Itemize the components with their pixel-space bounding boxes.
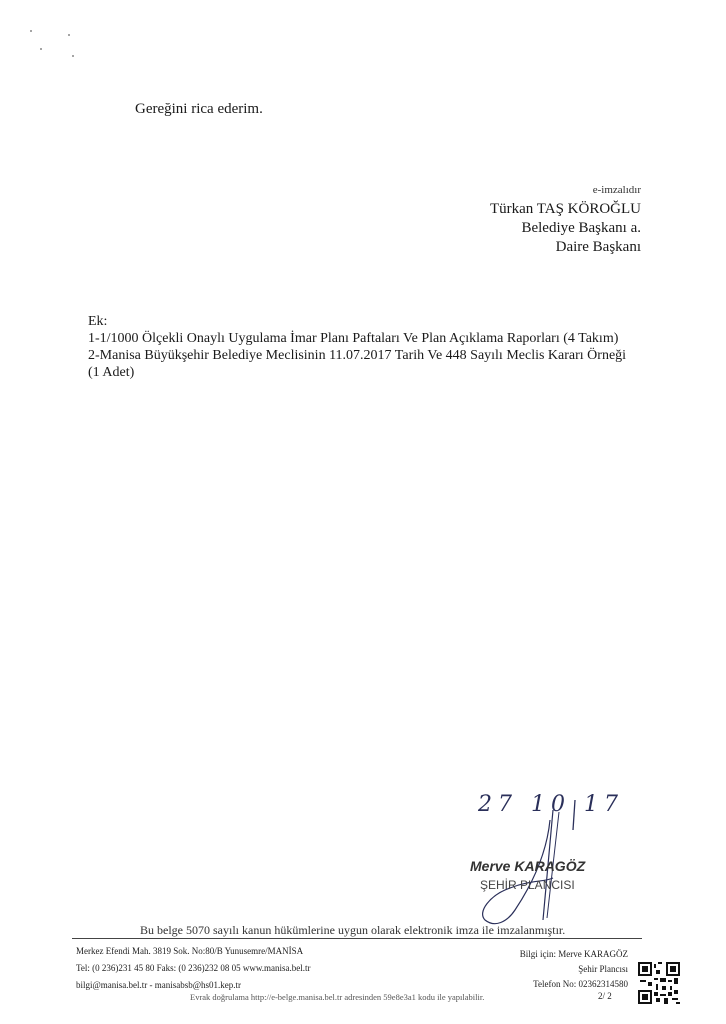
footer-divider xyxy=(72,938,642,939)
signature-block xyxy=(490,184,641,257)
info-label: Bilgi için: Merve KARAGÖZ xyxy=(519,949,628,959)
stamp-name: Merve KARAGÖZ xyxy=(470,858,586,874)
signer-title-1: Belediye Başkanı a. xyxy=(521,220,641,236)
footer-phone: Tel: (0 236)231 45 80 Faks: (0 236)232 08 05 www.manisa.bel.tr xyxy=(76,963,311,973)
attachment-item: 1-1/1000 Ölçekli Onaylı Uygulama İmar Planı Paftaları Ve Plan Açıklama Raporları (4 Takım) xyxy=(88,331,619,346)
scan-speck xyxy=(72,55,74,57)
attachments xyxy=(88,313,688,381)
info-title: Şehir Plancısı xyxy=(578,964,628,974)
attachments-heading: Ek: xyxy=(88,314,108,329)
signer-name: Türkan TAŞ KÖROĞLU xyxy=(489,201,641,217)
scan-speck xyxy=(40,48,42,50)
attachment-item: 2-Manisa Büyükşehir Belediye Meclisinin 11.07.2017 Tarih Ve 448 Sayılı Meclis Kararı Örneği xyxy=(88,348,627,363)
stamp-title: ŞEHİR PLANCISI xyxy=(480,878,575,892)
esign-note: Bu belge 5070 sayılı kanun hükümlerine uygun olarak elektronik imza ile imzalanmıştır. xyxy=(140,923,566,937)
scan-speck xyxy=(30,30,32,32)
info-phone: Telefon No: 02362314580 xyxy=(533,979,628,989)
footer-contact xyxy=(76,943,311,994)
scan-speck xyxy=(68,34,70,36)
footer-address: Merkez Efendi Mah. 3819 Sok. No:80/B Yunusemre/MANİSA xyxy=(76,946,304,956)
qr-code-icon xyxy=(638,962,680,1004)
esign-label: e-imzalıdır xyxy=(592,184,641,196)
attachment-item: (1 Adet) xyxy=(88,365,135,380)
signer-title-2: Daire Başkanı xyxy=(555,239,641,255)
footer-info xyxy=(520,947,628,992)
verification-note: Evrak doğrulama http://e-belge.manisa.bel.tr adresinden 59e8e3a1 kodu ile yapılabilir. xyxy=(190,992,485,1002)
page-number: 2/ 2 xyxy=(598,991,612,1001)
footer-email: bilgi@manisa.bel.tr - manisabsb@hs01.kep.tr xyxy=(76,980,242,990)
closing-line: Gereğini rica ederim. xyxy=(135,101,263,117)
stamp-date: 27 10 17 xyxy=(478,792,624,817)
